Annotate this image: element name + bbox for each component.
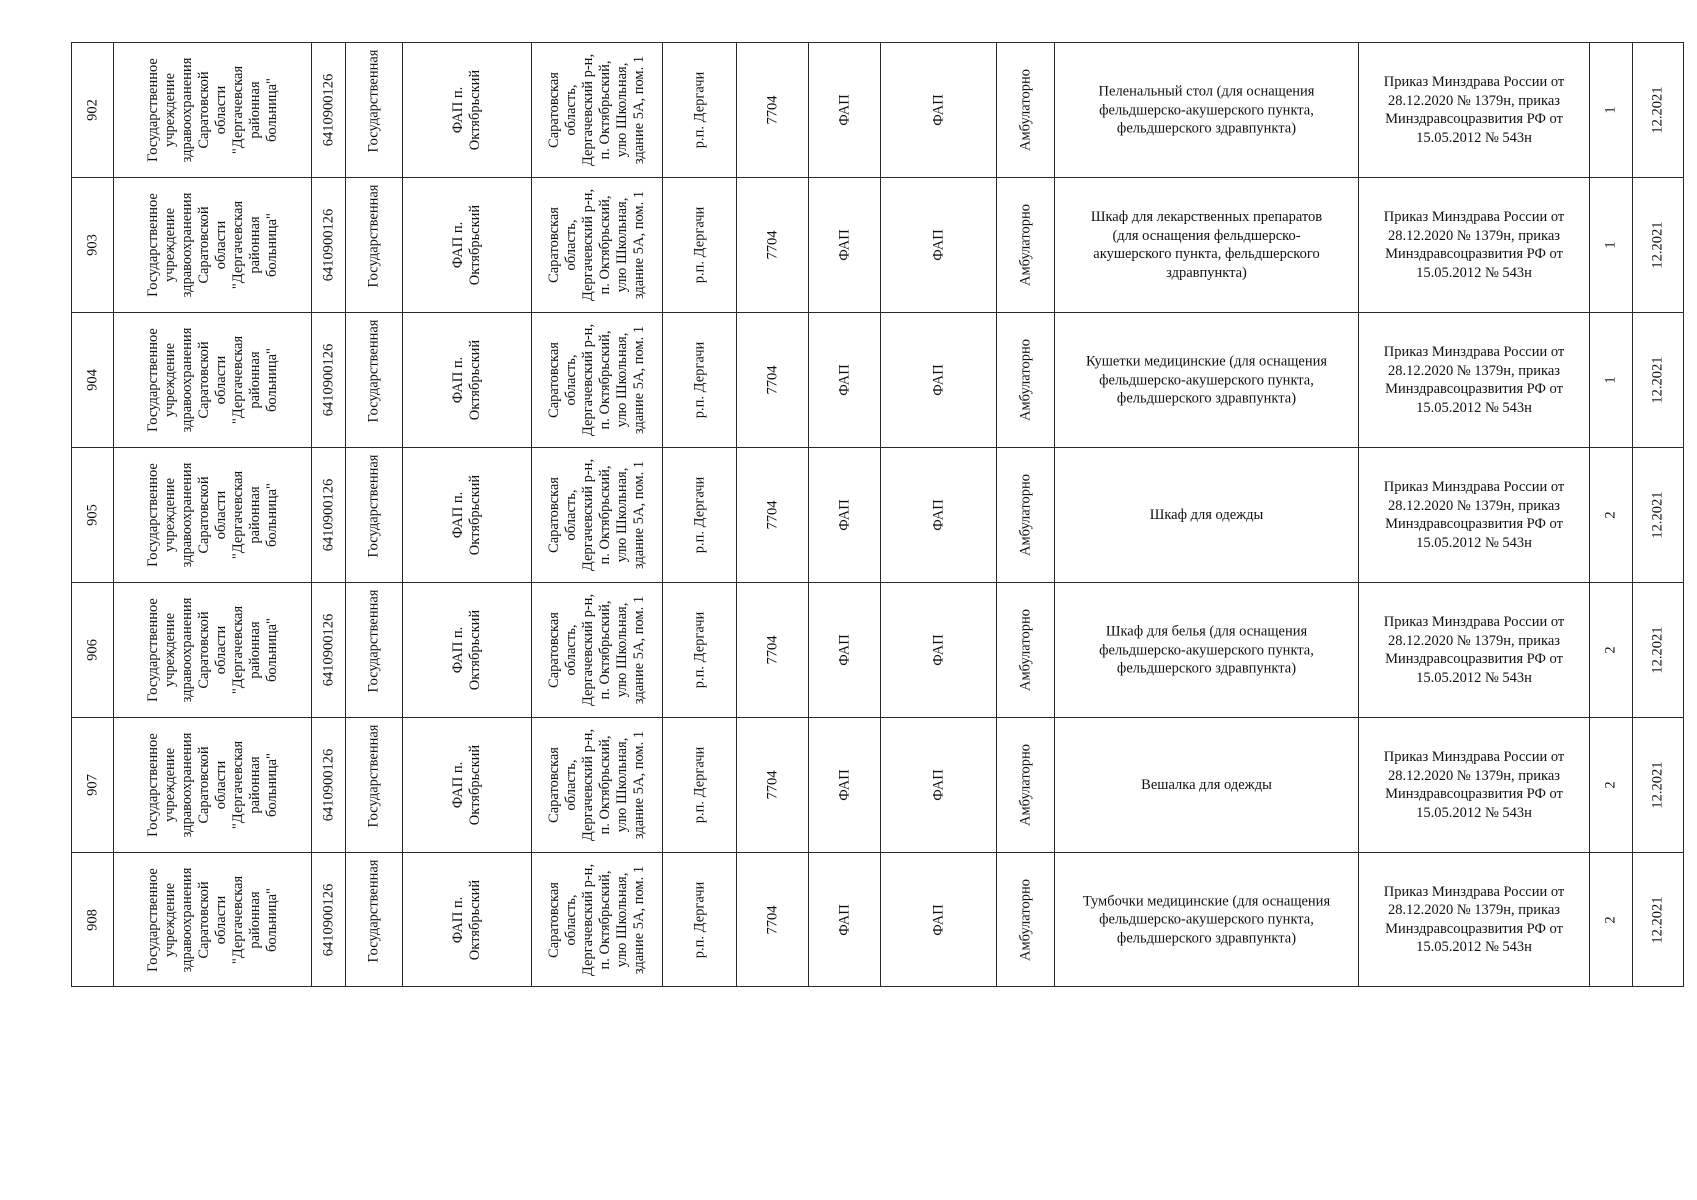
institution-name-text: Государственное учреждение здравоохранения Саратовской области "Дергачевская районная больница" (144, 57, 280, 163)
cell-facility-name (402, 312, 531, 447)
facility-address-text: Саратовская область, Дергачевский р-н, п. Октябрьский, улю Школьная, здание 5А, пом. 1 (546, 728, 647, 842)
institution-name-text: Государственное учреждение здравоохранения Саратовской области "Дергачевская районная больница" (144, 192, 280, 298)
date-text: 12.2021 (1649, 356, 1666, 404)
cell-row-number (71, 852, 113, 987)
facility-address-text: Саратовская область, Дергачевский р-н, п. Октябрьский, улю Школьная, здание 5А, пом. 1 (546, 458, 647, 572)
quantity-text: 2 (1602, 915, 1619, 924)
facility-address-text: Саратовская область, Дергачевский р-н, п. Октябрьский, улю Школьная, здание 5А, пом. 1 (546, 593, 647, 707)
cell-row-number (71, 177, 113, 312)
ownership-form-text: Государственная (365, 49, 382, 152)
cell-locality (662, 312, 736, 447)
cell-care-form (996, 582, 1054, 717)
facility-name-text: ФАП п. Октябрьский (450, 204, 483, 286)
cell-code (736, 177, 808, 312)
cell-locality (662, 852, 736, 987)
cell-equipment-name (1054, 312, 1358, 447)
regulatory-order-text: Приказ Минздрава России от 28.12.2020 № 1379н, приказ Минздравсоцразвития РФ от 15.05.2012 № 543н (1383, 614, 1565, 686)
regulatory-order-text: Приказ Минздрава России от 28.12.2020 № 1379н, приказ Минздравсоцразвития РФ от 15.05.2012 № 543н (1383, 74, 1565, 146)
cell-care-form (996, 42, 1054, 177)
cell-facility-type (808, 447, 880, 582)
cell-inn (311, 582, 345, 717)
cell-code (736, 447, 808, 582)
ownership-form-text: Государственная (365, 589, 382, 692)
cell-inn (311, 447, 345, 582)
facility-subtype-text: ФАП (930, 903, 946, 936)
cell-code (736, 312, 808, 447)
equipment-name-text: Вешалка для одежды (1141, 776, 1272, 793)
cell-care-form (996, 312, 1054, 447)
date-text: 12.2021 (1649, 895, 1666, 944)
institution-name-text: Государственное учреждение здравоохранения Саратовской области "Дергачевская районная больница" (144, 867, 280, 972)
facility-type-text: ФАП (836, 364, 852, 396)
cell-ownership-form (345, 447, 402, 582)
cell-facility-subtype (880, 852, 996, 987)
institution-name-text: Государственное учреждение здравоохранения Саратовской области "Дергачевская районная больница" (144, 732, 280, 838)
cell-date (1632, 177, 1684, 312)
care-form-text: Амбулаторно (1017, 68, 1033, 152)
facility-subtype-text: ФАП (930, 364, 946, 396)
cell-equipment-name (1054, 42, 1358, 177)
facility-type-text: ФАП (836, 903, 852, 936)
cell-facility-subtype (880, 177, 996, 312)
locality-text: р.п. Дергачи (691, 611, 707, 689)
care-form-text: Амбулаторно (1017, 338, 1033, 422)
cell-inn (311, 42, 345, 177)
quantity-text: 1 (1602, 376, 1619, 384)
locality-text: р.п. Дергачи (691, 341, 707, 419)
cell-institution-name (113, 42, 311, 177)
cell-row-number (71, 582, 113, 717)
equipment-name-text: Шкаф для белья (для оснащения фельдшерско-акушерского пункта, фельдшерского здравпункта) (1099, 623, 1314, 677)
regulatory-order-text: Приказ Минздрава России от 28.12.2020 № 1379н, приказ Минздравсоцразвития РФ от 15.05.2012 № 543н (1383, 749, 1565, 821)
care-form-text: Амбулаторно (1017, 608, 1033, 692)
cell-equipment-name (1054, 852, 1358, 987)
cell-institution-name (113, 312, 311, 447)
equipment-name-text: Тумбочки медицинские (для оснащения фельдшерско-акушерского пункта, фельдшерского здравпункта) (1082, 892, 1331, 946)
cell-code (736, 42, 808, 177)
equipment-name-text: Шкаф для лекарственных препаратов (для оснащения фельдшерско- акушерского пункта, фельдшерского здравпункта) (1090, 209, 1323, 281)
code-text: 7704 (764, 905, 780, 934)
cell-locality (662, 42, 736, 177)
inn-text: 6410900126 (320, 883, 336, 956)
cell-quantity (1589, 312, 1632, 447)
cell-inn (311, 177, 345, 312)
cell-quantity (1589, 717, 1632, 852)
ownership-form-text: Государственная (365, 859, 382, 962)
quantity-text: 2 (1602, 511, 1619, 519)
cell-facility-name (402, 447, 531, 582)
cell-row-number (71, 42, 113, 177)
cell-facility-address (531, 582, 662, 717)
date-text: 12.2021 (1649, 491, 1666, 539)
cell-institution-name (113, 717, 311, 852)
cell-facility-type (808, 852, 880, 987)
cell-facility-address (531, 312, 662, 447)
cell-row-number (71, 447, 113, 582)
cell-facility-subtype (880, 582, 996, 717)
code-text: 7704 (764, 635, 780, 665)
facility-name-text: ФАП п. Октябрьский (450, 474, 483, 556)
cell-institution-name (113, 177, 311, 312)
cell-regulatory-order (1358, 312, 1589, 447)
cell-ownership-form (345, 312, 402, 447)
institution-name-text: Государственное учреждение здравоохранения Саратовской области "Дергачевская районная больница" (144, 597, 280, 703)
inn-text: 6410900126 (320, 613, 336, 687)
cell-facility-type (808, 582, 880, 717)
cell-inn (311, 852, 345, 987)
cell-inn (311, 717, 345, 852)
code-text: 7704 (764, 500, 780, 530)
regulatory-order-text: Приказ Минздрава России от 28.12.2020 № 1379н, приказ Минздравсоцразвития РФ от 15.05.2012 № 543н (1383, 479, 1565, 551)
cell-code (736, 717, 808, 852)
cell-facility-type (808, 717, 880, 852)
institution-name-text: Государственное учреждение здравоохранения Саратовской области "Дергачевская районная больница" (144, 462, 280, 568)
cell-facility-type (808, 177, 880, 312)
cell-facility-name (402, 177, 531, 312)
cell-ownership-form (345, 582, 402, 717)
inn-text: 6410900126 (320, 748, 336, 822)
row-number-text: 903 (84, 234, 100, 256)
cell-quantity (1589, 177, 1632, 312)
cell-facility-type (808, 312, 880, 447)
cell-date (1632, 42, 1684, 177)
cell-ownership-form (345, 717, 402, 852)
row-number-text: 904 (84, 369, 100, 391)
cell-facility-name (402, 42, 531, 177)
locality-text: р.п. Дергачи (691, 71, 707, 149)
cell-regulatory-order (1358, 42, 1589, 177)
inn-text: 6410900126 (320, 208, 336, 282)
facility-type-text: ФАП (836, 499, 852, 531)
cell-locality (662, 447, 736, 582)
care-form-text: Амбулаторно (1017, 473, 1033, 557)
cell-equipment-name (1054, 717, 1358, 852)
cell-facility-subtype (880, 717, 996, 852)
cell-facility-name (402, 852, 531, 987)
facility-name-text: ФАП п. Октябрьский (450, 609, 483, 691)
facility-name-text: ФАП п. Октябрьский (450, 879, 483, 960)
care-form-text: Амбулаторно (1017, 878, 1033, 961)
date-text: 12.2021 (1649, 626, 1666, 674)
facility-subtype-text: ФАП (930, 229, 946, 261)
cell-code (736, 582, 808, 717)
facility-name-text: ФАП п. Октябрьский (450, 744, 483, 826)
facility-type-text: ФАП (836, 94, 852, 126)
cell-regulatory-order (1358, 447, 1589, 582)
facility-address-text: Саратовская область, Дергачевский р-н, п. Октябрьский, улю Школьная, здание 5А, пом. 1 (546, 323, 647, 437)
equipment-name-text: Шкаф для одежды (1149, 506, 1264, 523)
cell-locality (662, 177, 736, 312)
locality-text: р.п. Дергачи (691, 881, 707, 958)
facility-subtype-text: ФАП (930, 634, 946, 666)
cell-care-form (996, 177, 1054, 312)
quantity-text: 1 (1602, 106, 1619, 114)
cell-ownership-form (345, 177, 402, 312)
cell-facility-address (531, 447, 662, 582)
inn-text: 6410900126 (320, 478, 336, 552)
regulatory-order-text: Приказ Минздрава России от 28.12.2020 № 1379н, приказ Минздравсоцразвития РФ от 15.05.2012 № 543н (1383, 209, 1565, 281)
ownership-form-text: Государственная (365, 454, 382, 557)
code-text: 7704 (764, 230, 780, 260)
quantity-text: 2 (1602, 646, 1619, 654)
row-number-text: 902 (84, 99, 100, 121)
cell-institution-name (113, 582, 311, 717)
quantity-text: 2 (1602, 781, 1619, 789)
cell-quantity (1589, 582, 1632, 717)
facility-subtype-text: ФАП (930, 499, 946, 531)
cell-row-number (71, 717, 113, 852)
locality-text: р.п. Дергачи (691, 746, 707, 824)
care-form-text: Амбулаторно (1017, 743, 1033, 827)
cell-facility-name (402, 582, 531, 717)
locality-text: р.п. Дергачи (691, 206, 707, 284)
facility-type-text: ФАП (836, 769, 852, 801)
cell-regulatory-order (1358, 177, 1589, 312)
cell-equipment-name (1054, 582, 1358, 717)
cell-row-number (71, 312, 113, 447)
cell-ownership-form (345, 42, 402, 177)
code-text: 7704 (764, 365, 780, 395)
row-number-text: 907 (84, 774, 100, 796)
regulatory-order-text: Приказ Минздрава России от 28.12.2020 № 1379н, приказ Минздравсоцразвития РФ от 15.05.2012 № 543н (1383, 344, 1565, 416)
cell-date (1632, 312, 1684, 447)
cell-inn (311, 312, 345, 447)
cell-care-form (996, 717, 1054, 852)
cell-care-form (996, 447, 1054, 582)
cell-facility-address (531, 717, 662, 852)
date-text: 12.2021 (1649, 221, 1666, 269)
institution-name-text: Государственное учреждение здравоохранения Саратовской области "Дергачевская районная больница" (144, 327, 280, 433)
cell-date (1632, 717, 1684, 852)
facility-subtype-text: ФАП (930, 769, 946, 801)
locality-text: р.п. Дергачи (691, 476, 707, 554)
cell-quantity (1589, 42, 1632, 177)
cell-facility-name (402, 717, 531, 852)
code-text: 7704 (764, 770, 780, 800)
cell-regulatory-order (1358, 852, 1589, 987)
cell-facility-subtype (880, 312, 996, 447)
ownership-form-text: Государственная (365, 184, 382, 287)
cell-facility-address (531, 852, 662, 987)
inn-text: 6410900126 (320, 73, 336, 147)
date-text: 12.2021 (1649, 86, 1666, 134)
cell-ownership-form (345, 852, 402, 987)
cell-date (1632, 852, 1684, 987)
cell-institution-name (113, 447, 311, 582)
code-text: 7704 (764, 95, 780, 125)
inn-text: 6410900126 (320, 343, 336, 417)
cell-equipment-name (1054, 177, 1358, 312)
quantity-text: 1 (1602, 241, 1619, 249)
cell-facility-subtype (880, 447, 996, 582)
facility-type-text: ФАП (836, 634, 852, 666)
row-number-text: 906 (84, 639, 100, 661)
ownership-form-text: Государственная (365, 724, 382, 827)
equipment-name-text: Кушетки медицинские (для оснащения фельдшерско-акушерского пункта, фельдшерского здравпункта) (1085, 353, 1328, 407)
cell-regulatory-order (1358, 582, 1589, 717)
cell-facility-type (808, 42, 880, 177)
equipment-name-text: Пеленальный стол (для оснащения фельдшерско-акушерского пункта, фельдшерского здравпункта) (1098, 83, 1315, 137)
cell-facility-address (531, 177, 662, 312)
cell-code (736, 852, 808, 987)
facility-address-text: Саратовская область, Дергачевский р-н, п. Октябрьский, улю Школьная, здание 5А, пом. 1 (546, 188, 647, 302)
regulatory-order-text: Приказ Минздрава России от 28.12.2020 № 1379н, приказ Минздравсоцразвития РФ от 15.05.2012 № 543н (1383, 883, 1565, 955)
cell-equipment-name (1054, 447, 1358, 582)
ownership-form-text: Государственная (365, 319, 382, 422)
cell-regulatory-order (1358, 717, 1589, 852)
cell-locality (662, 717, 736, 852)
cell-care-form (996, 852, 1054, 987)
cell-institution-name (113, 852, 311, 987)
facility-address-text: Саратовская область, Дергачевский р-н, п. Октябрьский, улю Школьная, здание 5А, пом. 1 (546, 53, 647, 167)
row-number-text: 905 (84, 504, 100, 526)
facility-name-text: ФАП п. Октябрьский (450, 69, 483, 151)
date-text: 12.2021 (1649, 761, 1666, 809)
care-form-text: Амбулаторно (1017, 203, 1033, 287)
cell-quantity (1589, 852, 1632, 987)
facility-subtype-text: ФАП (930, 94, 946, 126)
cell-quantity (1589, 447, 1632, 582)
cell-facility-address (531, 42, 662, 177)
facility-name-text: ФАП п. Октябрьский (450, 339, 483, 421)
facility-type-text: ФАП (836, 229, 852, 261)
cell-date (1632, 582, 1684, 717)
row-number-text: 908 (84, 908, 100, 931)
facility-address-text: Саратовская область, Дергачевский р-н, п. Октябрьский, улю Школьная, здание 5А, пом. 1 (546, 863, 647, 976)
cell-facility-subtype (880, 42, 996, 177)
cell-date (1632, 447, 1684, 582)
cell-locality (662, 582, 736, 717)
